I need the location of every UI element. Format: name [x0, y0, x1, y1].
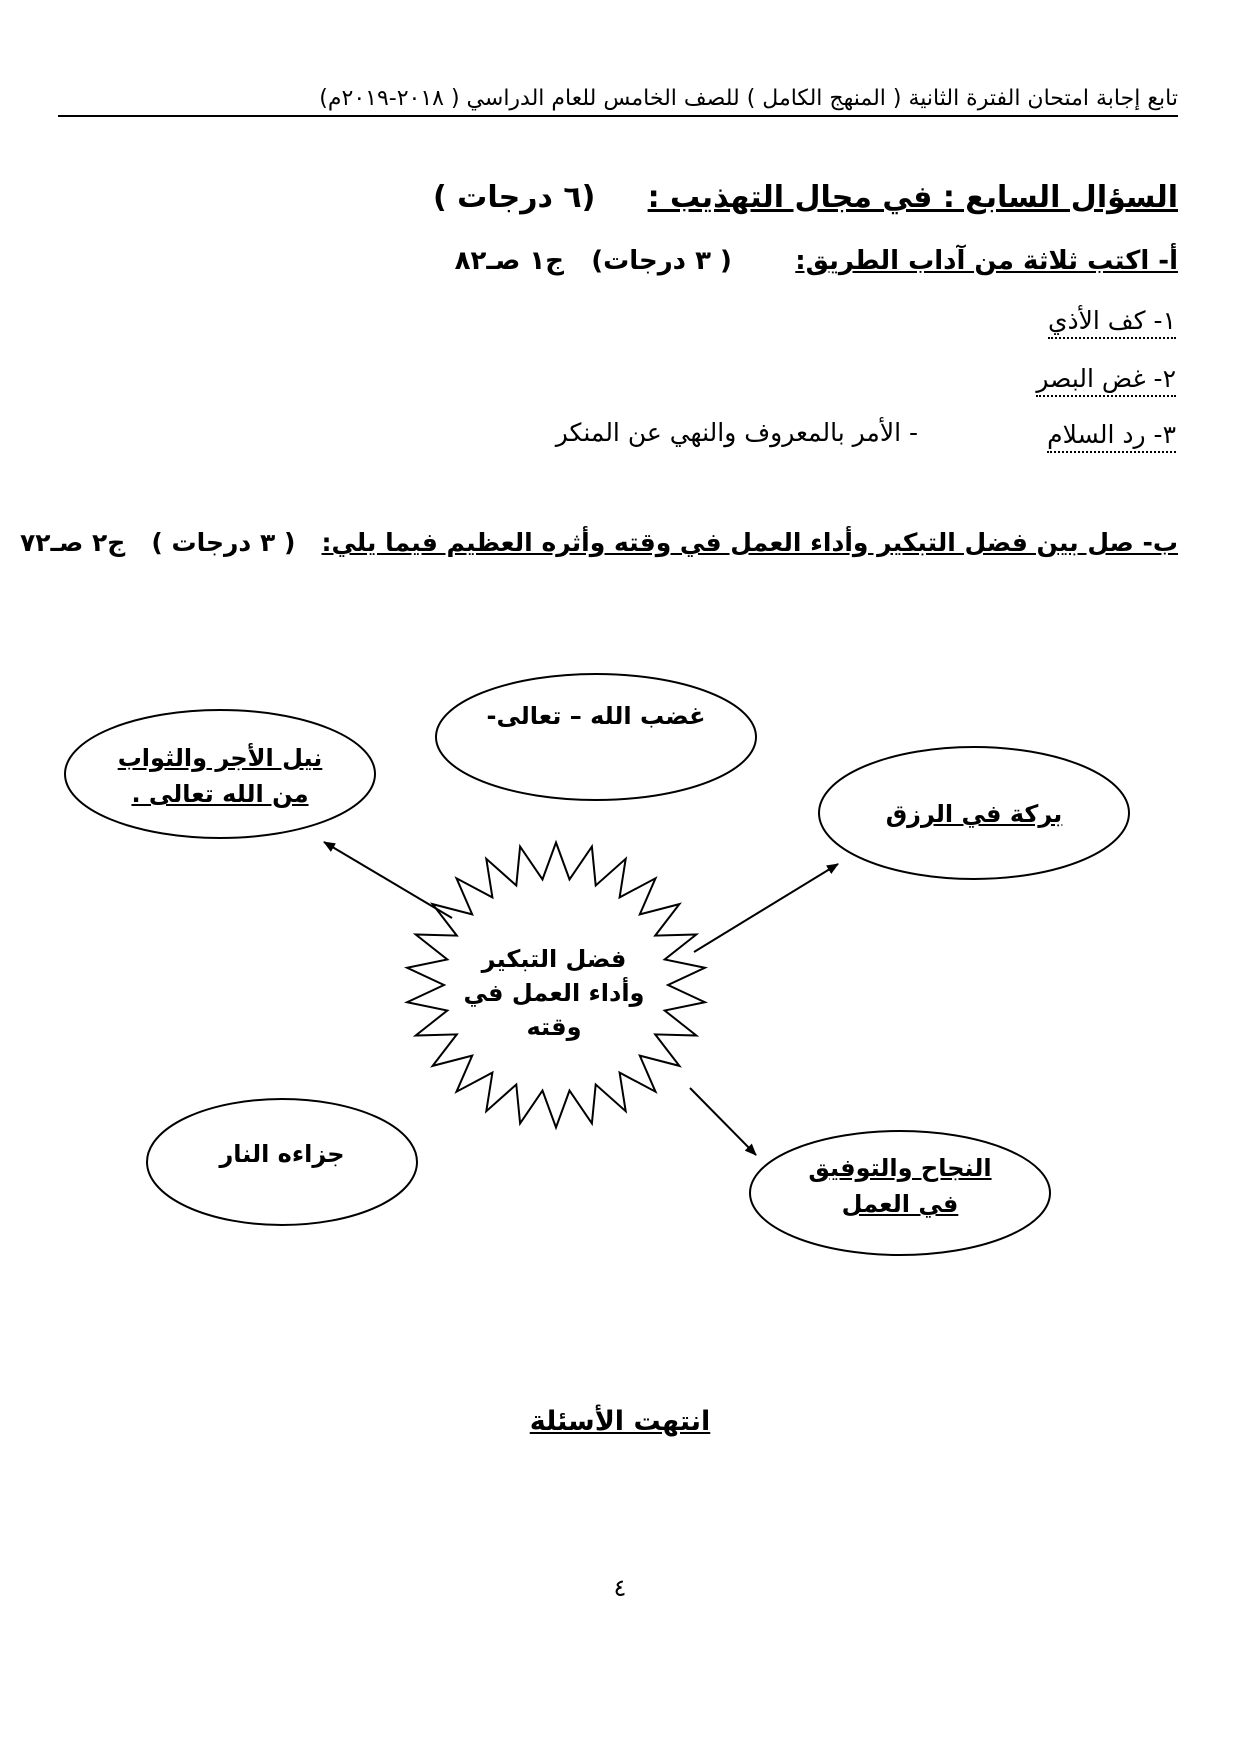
- part-a-prompt: أ- اكتب ثلاثة من آداب الطريق:: [795, 246, 1178, 276]
- answer-1-text: ١- كف الأذي: [1048, 306, 1176, 339]
- ellipse-top-middle-line-1: غضب الله – تعالى-: [486, 702, 706, 730]
- center-line-2: وأداء العمل في: [463, 979, 645, 1007]
- ellipse-bottom-right-line-2: في العمل: [841, 1190, 959, 1218]
- center-text: [444, 942, 664, 1044]
- center-line-3: وقته: [526, 1013, 582, 1041]
- part-b-reference: ج٢ صـ٧٢: [20, 528, 126, 557]
- ellipse-bottom-right-text: [780, 1150, 1020, 1222]
- arrow-to-top-right: [694, 864, 838, 952]
- question-7-title: السؤال السابع : في مجال التهذيب :: [647, 180, 1178, 215]
- center-line-1: فضل التبكير: [481, 945, 627, 973]
- ellipse-bottom-right-line-1: النجاح والتوفيق: [808, 1154, 992, 1182]
- part-b-prompt: ب- صل بين فضل التبكير وأداء العمل في وقته وأثره العظيم فيما يلي:: [321, 528, 1178, 557]
- arrow-to-top-left: [324, 842, 452, 918]
- part-b-marks: ( ٣ درجات ): [151, 528, 296, 557]
- ellipse-top-left-line-1: نيل الأجر والثواب: [117, 744, 323, 772]
- ellipse-bottom-left-line-1: جزاءه النار: [219, 1140, 345, 1168]
- ellipse-top-right-line-1: بركة في الرزق: [885, 800, 1063, 828]
- arrow-to-bottom-right: [690, 1088, 756, 1155]
- ellipse-top-middle-text: [456, 698, 736, 734]
- page-number: ٤: [613, 1574, 627, 1602]
- ellipse-bottom-left-text: [162, 1136, 402, 1172]
- answer-2-text: ٢- غض البصر: [1036, 364, 1176, 397]
- question-7-marks: (٦ درجات ): [433, 180, 596, 215]
- answer-3-text: ٣- رد السلام: [1047, 420, 1176, 453]
- ellipse-top-left-line-2: من الله تعالى .: [131, 780, 309, 808]
- end-of-questions: [0, 1406, 1240, 1437]
- document-header: تابع إجابة امتحان الفترة الثانية ( المنهج الكامل ) للصف الخامس للعام الدراسي ( ٢٠١٨-٢٠١٩م): [58, 86, 1178, 117]
- part-a-marks: ( ٣ درجات): [591, 246, 732, 276]
- answer-extra-text: - الأمر بالمعروف والنهي عن المنكر: [555, 418, 918, 447]
- ellipse-top-middle: [436, 674, 756, 800]
- ellipse-top-right-text: [854, 796, 1094, 832]
- end-of-questions-text: انتهت الأسئلة: [529, 1406, 711, 1437]
- part-a-reference: ج١ صـ٨٢: [454, 246, 565, 276]
- ellipse-top-left-text: [100, 740, 340, 812]
